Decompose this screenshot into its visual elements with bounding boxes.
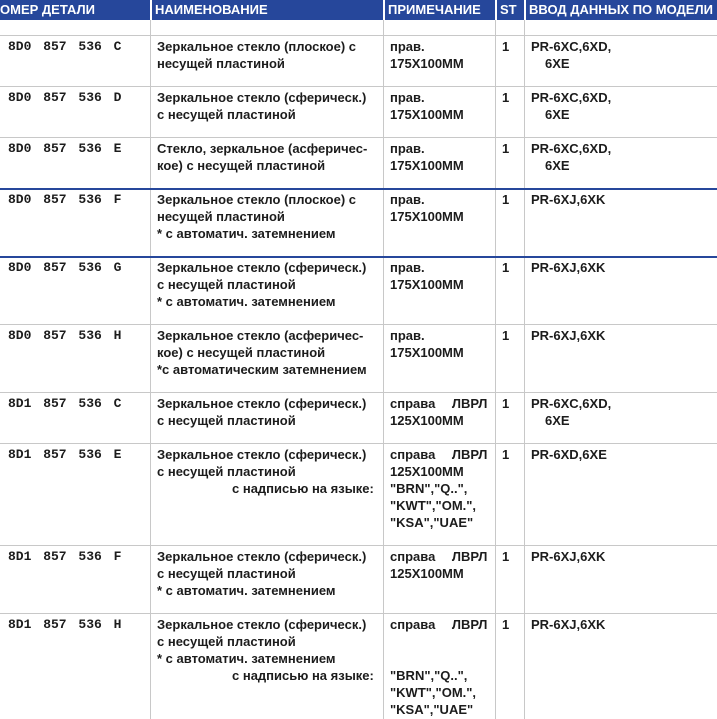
model-code-line: PR-6XC,6XD, [531, 39, 612, 54]
note-line: прав. [390, 141, 425, 156]
part-name-cell [150, 258, 383, 324]
part-row[interactable] [0, 35, 717, 86]
part-name-line: Зеркальное стекло (сферическ.) [157, 549, 367, 564]
model-code-line: PR-6XJ,6XK [531, 192, 606, 207]
model-data-cell [524, 190, 717, 256]
part-name-line: Зеркальное стекло (сферическ.) [157, 447, 367, 462]
quantity-value: 1 [495, 614, 524, 719]
part-name-line: с несущей пластиной [157, 107, 296, 122]
model-code-line: 6XE [545, 158, 570, 173]
part-name-cell [150, 444, 383, 545]
part-row[interactable] [0, 392, 717, 443]
part-row[interactable] [0, 256, 717, 324]
model-data-cell [524, 36, 717, 86]
note-line: 175X100MM [390, 56, 464, 71]
spacer-cell [0, 20, 150, 35]
note-line: справа ЛВРЛ [390, 447, 488, 462]
note-line: "KWT","OM.", [390, 498, 477, 513]
note-line: 175X100MM [390, 209, 464, 224]
part-number: 8D0 857 536 C [8, 39, 122, 54]
part-name-line: несущей пластиной [157, 209, 285, 224]
part-name-cell [150, 614, 383, 719]
quantity-value: 1 [495, 444, 524, 545]
part-row[interactable] [0, 443, 717, 545]
quantity-value: 1 [495, 190, 524, 256]
header-spacer-row [0, 20, 717, 35]
model-data-cell [524, 546, 717, 613]
model-code-line: 6XE [545, 107, 570, 122]
part-name-line: * с автоматич. затемнением [157, 294, 336, 309]
note-line: прав. [390, 260, 425, 275]
model-code-line: PR-6XJ,6XK [531, 549, 606, 564]
quantity-value: 1 [495, 258, 524, 324]
quantity-value: 1 [495, 325, 524, 392]
note-line: "KSA","UAE" [390, 702, 474, 717]
column-header-note: ПРИМЕЧАНИЕ [383, 0, 495, 20]
note-cell [383, 393, 495, 443]
note-line: 125X100MM [390, 566, 464, 581]
part-number: 8D1 857 536 F [8, 549, 122, 564]
part-name-line: с несущей пластиной [157, 634, 296, 649]
model-code-line: PR-6XJ,6XK [531, 328, 606, 343]
model-code-line: PR-6XC,6XD, [531, 396, 612, 411]
part-number: 8D1 857 536 E [8, 447, 122, 462]
model-code-line: 6XE [545, 56, 570, 71]
note-cell [383, 258, 495, 324]
model-data-cell [524, 614, 717, 719]
part-name-line: Зеркальное стекло (плоское) с [157, 39, 357, 54]
note-line: 175X100MM [390, 107, 464, 122]
part-row[interactable] [0, 545, 717, 613]
part-name-cell [150, 546, 383, 613]
note-line: "BRN","Q..", [390, 481, 468, 496]
part-number: 8D0 857 536 H [8, 328, 122, 343]
model-code-line: 6XE [545, 413, 570, 428]
quantity-value: 1 [495, 36, 524, 86]
spacer-cell [383, 20, 495, 35]
part-name-line: с несущей пластиной [157, 413, 296, 428]
model-data-cell [524, 258, 717, 324]
part-name-line: Зеркальное стекло (сферическ.) [157, 617, 367, 632]
note-line: "BRN","Q..", [390, 668, 468, 683]
part-name-cell [150, 87, 383, 137]
part-name-line: * с автоматич. затемнением [157, 226, 336, 241]
part-name-line: с надписью на языке: [232, 668, 374, 683]
part-name-line: * с автоматич. затемнением [157, 583, 336, 598]
model-code-line: PR-6XD,6XE [531, 447, 607, 462]
column-header-st: ST [495, 0, 524, 20]
spacer-cell [495, 20, 524, 35]
part-name-line: * с автоматич. затемнением [157, 651, 336, 666]
note-line: справа ЛВРЛ [390, 617, 488, 632]
note-line: 175X100MM [390, 158, 464, 173]
note-line: прав. [390, 192, 425, 207]
note-line: справа ЛВРЛ [390, 396, 488, 411]
note-cell [383, 190, 495, 256]
column-header-model-data: ВВОД ДАННЫХ ПО МОДЕЛИ [524, 0, 717, 20]
part-number: 8D0 857 536 D [8, 90, 122, 105]
part-name-line: Стекло, зеркальное (асферичес- [157, 141, 368, 156]
part-row[interactable] [0, 613, 717, 719]
model-data-cell [524, 87, 717, 137]
note-cell [383, 546, 495, 613]
quantity-value: 1 [495, 546, 524, 613]
note-cell [383, 36, 495, 86]
model-code-line: PR-6XC,6XD, [531, 141, 612, 156]
quantity-value: 1 [495, 87, 524, 137]
part-name-line: кое) с несущей пластиной [157, 158, 326, 173]
model-data-cell [524, 444, 717, 545]
part-name-cell [150, 393, 383, 443]
spacer-cell [150, 20, 383, 35]
model-code-line: PR-6XJ,6XK [531, 260, 606, 275]
note-line: справа ЛВРЛ [390, 549, 488, 564]
column-header-name: НАИМЕНОВАНИЕ [150, 0, 383, 20]
note-line: 125X100MM [390, 413, 464, 428]
part-name-line: Зеркальное стекло (сферическ.) [157, 396, 367, 411]
part-name-line: с надписью на языке: [232, 481, 374, 496]
note-line: 175X100MM [390, 345, 464, 360]
part-name-line: Зеркальное стекло (сферическ.) [157, 260, 367, 275]
part-name-line: несущей пластиной [157, 56, 285, 71]
part-name-line: с несущей пластиной [157, 464, 296, 479]
quantity-value: 1 [495, 393, 524, 443]
part-name-cell [150, 138, 383, 188]
note-line: "KWT","OM.", [390, 685, 477, 700]
part-name-line: *с автоматическим затемнением [157, 362, 367, 377]
column-header-part-number: ОМЕР ДЕТАЛИ [0, 2, 95, 17]
part-row[interactable] [0, 324, 717, 392]
note-line: 125X100MM [390, 464, 464, 479]
model-data-cell [524, 325, 717, 392]
part-name-cell [150, 36, 383, 86]
part-name-line: Зеркальное стекло (асферичес- [157, 328, 364, 343]
note-cell [383, 87, 495, 137]
note-cell [383, 444, 495, 545]
model-data-cell [524, 138, 717, 188]
part-name-line: Зеркальное стекло (сферическ.) [157, 90, 367, 105]
note-cell [383, 138, 495, 188]
part-name-line: Зеркальное стекло (плоское) с [157, 192, 357, 207]
part-name-line: с несущей пластиной [157, 566, 296, 581]
model-data-cell [524, 393, 717, 443]
part-name-line: кое) с несущей пластиной [157, 345, 326, 360]
part-name-cell [150, 190, 383, 256]
part-row[interactable] [0, 86, 717, 137]
note-line: прав. [390, 39, 425, 54]
note-cell [383, 325, 495, 392]
part-number: 8D1 857 536 C [8, 396, 122, 411]
note-line: прав. [390, 328, 425, 343]
quantity-value: 1 [495, 138, 524, 188]
note-line: прав. [390, 90, 425, 105]
model-code-line: PR-6XJ,6XK [531, 617, 606, 632]
part-number: 8D0 857 536 E [8, 141, 122, 156]
part-name-cell [150, 325, 383, 392]
note-cell [383, 614, 495, 719]
note-line: 175X100MM [390, 277, 464, 292]
part-number: 8D0 857 536 F [8, 192, 122, 207]
part-name-line: с несущей пластиной [157, 277, 296, 292]
part-number: 8D0 857 536 G [8, 260, 122, 275]
part-row[interactable] [0, 188, 717, 256]
spacer-cell [524, 20, 717, 35]
note-line: "KSA","UAE" [390, 515, 474, 530]
table-header [0, 0, 717, 20]
part-number: 8D1 857 536 H [8, 617, 122, 632]
model-code-line: PR-6XC,6XD, [531, 90, 612, 105]
part-row[interactable] [0, 137, 717, 188]
